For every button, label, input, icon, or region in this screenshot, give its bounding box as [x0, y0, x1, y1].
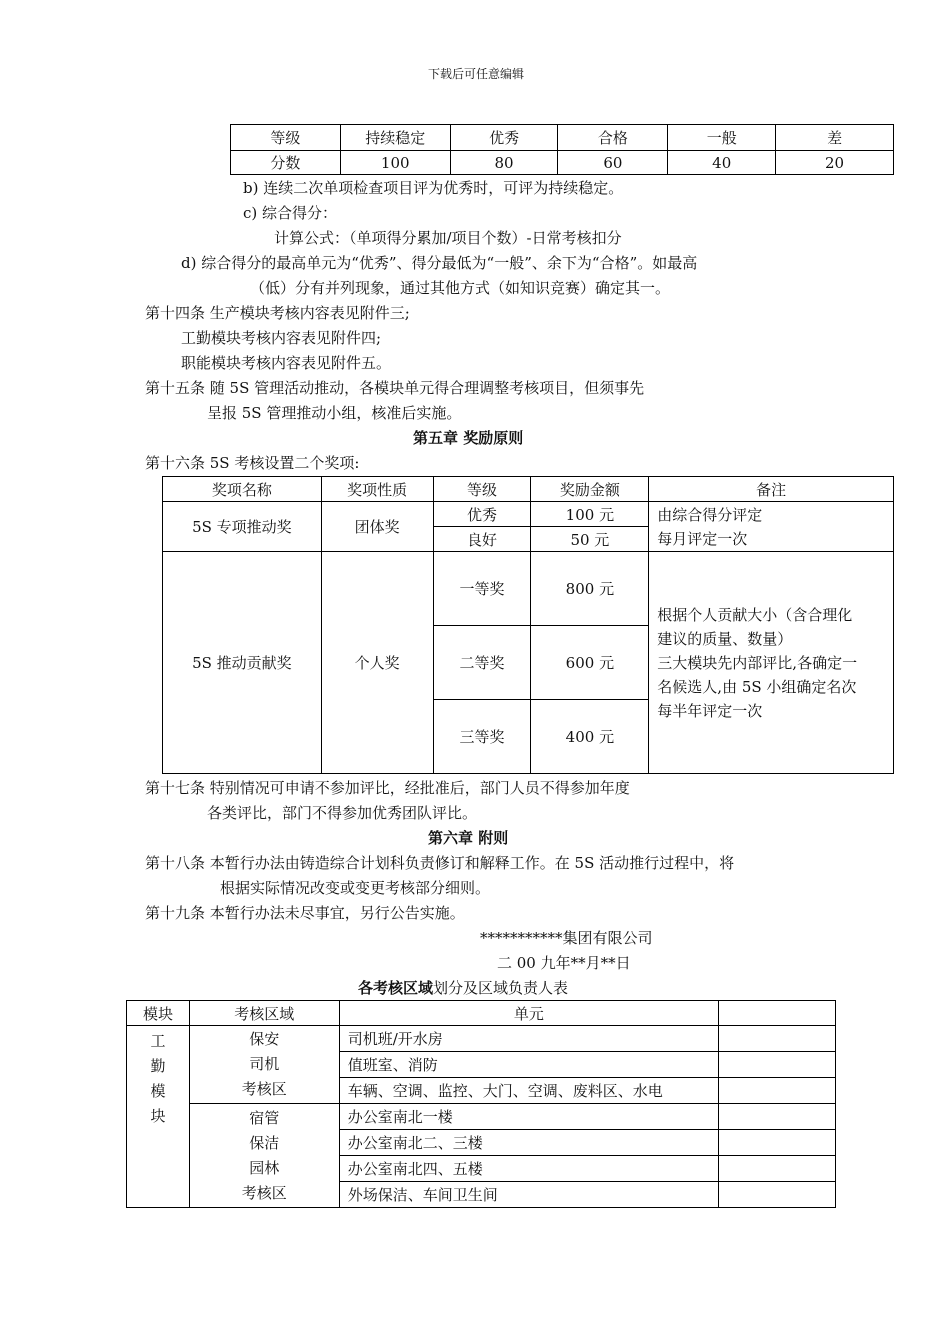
- award-grade-cell: 优秀: [433, 502, 531, 527]
- chapter-5-title: 第五章 奖励原则: [413, 429, 524, 447]
- article-15-line2: 呈报 5S 管理推动小组，核准后实施。: [207, 404, 462, 422]
- formula-line: 计算公式：（单项得分累加/项目个数）-日常考核扣分: [274, 229, 622, 247]
- article-17: 第十七条 特别情况可申请不参加评比，经批准后，部门人员不得参加年度: [145, 779, 630, 797]
- area-line: 保洁: [249, 1133, 280, 1152]
- area-table: [126, 1000, 836, 1208]
- module-char: 模: [150, 1082, 166, 1100]
- area-table-title: [358, 977, 568, 999]
- article-15: 第十五条 随 5S 管理活动推动，各模块单元得合理调整考核项目，但须事先: [145, 379, 645, 397]
- award-header-cell: 奖励金额: [531, 477, 649, 502]
- grade-table: [230, 124, 894, 175]
- area-line: 园林: [249, 1158, 280, 1177]
- module-char: 块: [150, 1107, 166, 1125]
- score-cell: 40: [668, 151, 776, 175]
- award-note-line: 每月评定一次: [657, 529, 748, 548]
- area-line: 保安: [249, 1030, 280, 1048]
- award-note-line: 根据个人贡献大小（含合理化: [657, 605, 853, 624]
- article-14: 第十四条 生产模块考核内容表见附件三;: [145, 304, 410, 322]
- area-cell: [189, 1026, 339, 1104]
- responsible-cell: [719, 1078, 836, 1104]
- grade-header-cell: 优秀: [450, 125, 558, 151]
- unit-cell: 司机班/开水房: [339, 1026, 718, 1052]
- score-cell: 20: [776, 151, 894, 175]
- area-line: 宿管: [249, 1108, 280, 1127]
- area-header-cell: 模块: [127, 1001, 190, 1026]
- item-d-line2: （低）分有并列现象，通过其他方式（如知识竞赛）确定其一。: [250, 279, 671, 297]
- award-name-cell: 5S 专项推动奖: [163, 502, 322, 552]
- responsible-cell: [719, 1104, 836, 1130]
- award-type-cell: 团体奖: [321, 502, 433, 552]
- score-cell: 80: [450, 151, 558, 175]
- module-cell: [127, 1026, 190, 1208]
- area-title-bold: 各考核区域: [358, 979, 434, 997]
- article-19: 第十九条 本暂行办法未尽事宜，另行公告实施。: [145, 904, 465, 922]
- award-header-row: [163, 477, 894, 502]
- responsible-cell: [719, 1052, 836, 1078]
- award-grade-cell: 良好: [433, 527, 531, 552]
- award-notes-cell: [649, 552, 894, 774]
- award-grade-cell: 一等奖: [433, 552, 531, 626]
- article-17-line2: 各类评比，部门不得参加优秀团队评比。: [207, 804, 478, 822]
- award-header-cell: 备注: [649, 477, 894, 502]
- grade-header-cell: 等级: [231, 125, 341, 151]
- award-note-line: 每半年评定一次: [657, 701, 763, 720]
- award-header-cell: 奖项名称: [163, 477, 322, 502]
- issue-date: 二 00 九年**月**日: [497, 954, 631, 972]
- unit-cell: 车辆、空调、监控、大门、空调、废料区、水电: [339, 1078, 718, 1104]
- area-header-row: [127, 1001, 836, 1026]
- responsible-cell: [719, 1182, 836, 1208]
- unit-cell: 值班室、消防: [339, 1052, 718, 1078]
- score-cell: 100: [340, 151, 450, 175]
- award-notes-cell: [649, 502, 894, 552]
- area-cell: [189, 1104, 339, 1208]
- module-char: 工: [150, 1032, 166, 1050]
- grade-row: [231, 125, 894, 151]
- award-note-line: 建议的质量、数量）: [657, 629, 793, 648]
- responsible-cell: [719, 1130, 836, 1156]
- award-note-line: 由综合得分评定: [657, 505, 763, 524]
- grade-header-cell: 合格: [558, 125, 668, 151]
- responsible-cell: [719, 1156, 836, 1182]
- item-b: b) 连续二次单项检查项目评为优秀时，可评为持续稳定。: [243, 179, 624, 197]
- article-16: 第十六条 5S 考核设置二个奖项:: [145, 454, 360, 472]
- area-line: 考核区: [241, 1183, 287, 1202]
- area-header-cell: 考核区域: [189, 1001, 339, 1026]
- article-14-line2: 工勤模块考核内容表见附件四;: [181, 329, 382, 347]
- grade-header-cell: 一般: [668, 125, 776, 151]
- award-amount-cell: 400 元: [531, 700, 649, 774]
- award-amount-cell: 50 元: [531, 527, 649, 552]
- article-18: 第十八条 本暂行办法由铸造综合计划科负责修订和解释工作。在 5S 活动推行过程中，将: [145, 854, 735, 872]
- award-grade-cell: 三等奖: [433, 700, 531, 774]
- responsible-cell: [719, 1026, 836, 1052]
- unit-cell: 办公室南北二、三楼: [339, 1130, 718, 1156]
- award-header-cell: 奖项性质: [321, 477, 433, 502]
- grade-header-cell: 差: [776, 125, 894, 151]
- item-d-line1: d) 综合得分的最高单元为“优秀”、得分最低为“一般”、余下为“合格”。如最高: [181, 254, 698, 272]
- chapter-6-title: 第六章 附则: [428, 829, 509, 847]
- award-note-line: 三大模块先内部评比,各确定一: [657, 653, 858, 672]
- award-name-cell: 5S 推动贡献奖: [163, 552, 322, 774]
- award-amount-cell: 800 元: [531, 552, 649, 626]
- score-cell: 60: [558, 151, 668, 175]
- module-char: 勤: [150, 1057, 166, 1075]
- area-header-cell: 单元: [339, 1001, 718, 1026]
- unit-cell: 办公室南北四、五楼: [339, 1156, 718, 1182]
- article-14-line3: 职能模块考核内容表见附件五。: [181, 354, 392, 372]
- award-amount-cell: 100 元: [531, 502, 649, 527]
- area-row: [127, 1104, 836, 1130]
- area-line: 考核区: [241, 1080, 287, 1098]
- award-table: [162, 476, 894, 774]
- company-name: ***********集团有限公司: [480, 929, 653, 947]
- award-type-cell: 个人奖: [321, 552, 433, 774]
- area-line: 司机: [249, 1055, 280, 1073]
- award-header-cell: 等级: [433, 477, 531, 502]
- award-individual-row: [163, 552, 894, 626]
- award-grade-cell: 二等奖: [433, 626, 531, 700]
- award-amount-cell: 600 元: [531, 626, 649, 700]
- grade-header-cell: 持续稳定: [340, 125, 450, 151]
- unit-cell: 办公室南北一楼: [339, 1104, 718, 1130]
- area-row: [127, 1026, 836, 1052]
- item-c: c) 综合得分：: [243, 204, 338, 222]
- award-note-line: 名候选人,由 5S 小组确定名次: [657, 677, 857, 696]
- unit-cell: 外场保洁、车间卫生间: [339, 1182, 718, 1208]
- article-18-line2: 根据实际情况改变或变更考核部分细则。: [220, 879, 491, 897]
- score-cell: 分数: [231, 151, 341, 175]
- award-team-row: [163, 502, 894, 527]
- area-header-cell: [719, 1001, 836, 1026]
- area-title-rest: 划分及区域负责人表: [433, 979, 569, 997]
- page-header: 下载后可任意编辑: [428, 67, 525, 81]
- score-row: [231, 151, 894, 175]
